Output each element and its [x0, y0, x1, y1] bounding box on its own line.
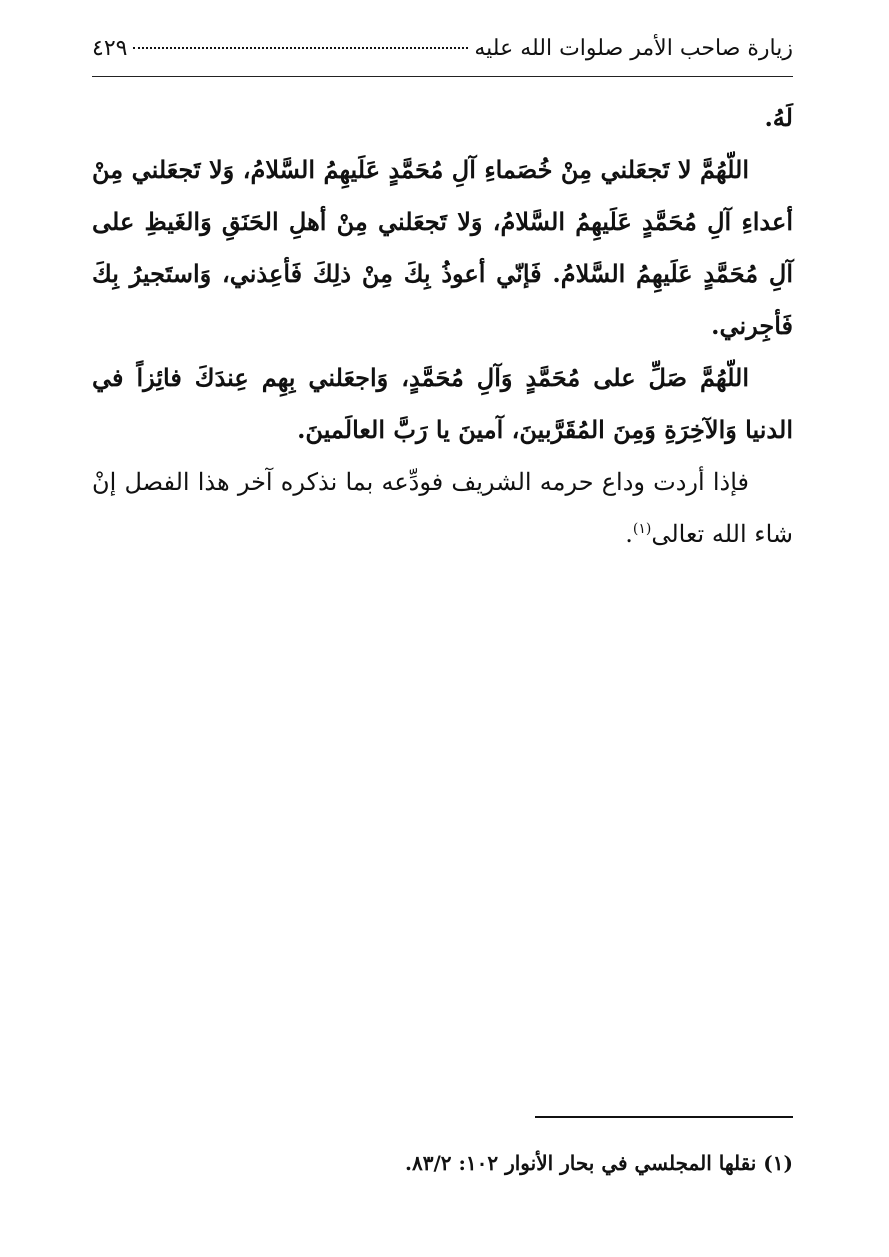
header-title: زيارة صاحب الأمر صلوات الله عليه [474, 36, 793, 61]
prayer-paragraph-2: اللّهُمَّ صَلِّ على مُحَمَّدٍ وَآلِ مُحَمَّدٍ، وَاجعَلني بِهِم عِندَكَ فائِزاً في الدنيا وَالآخِرَةِ وَمِنَ المُقَرَّبينَ، آمينَ يا رَبَّ العالَمينَ. [92, 363, 793, 444]
footnote-divider [535, 1116, 793, 1118]
instruction-text: فإذا أردت وداع حرمه الشريف فودِّعه بما نذكره آخر هذا الفصل إنْ شاء الله تعالى [92, 468, 793, 548]
prayer-paragraph-1: اللّهُمَّ لا تَجعَلني مِنْ خُصَماءِ آلِ مُحَمَّدٍ عَلَيهِمُ السَّلامُ، وَلا تَجعَلني مِنْ أعداءِ آلِ مُحَمَّدٍ عَلَيهِمُ السَّلامُ، وَلا تَجعَلني مِنْ أهلِ الحَنَقِ وَالغَيظِ على آلِ مُحَمَّدٍ عَلَيهِمُ السَّلامُ. فَإنّي أعوذُ بِكَ مِنْ ذلِكَ فَأعِذني، وَاستَجيرُ بِكَ فَأجِرني. [92, 155, 793, 340]
instruction-paragraph [92, 456, 793, 560]
running-header [92, 36, 793, 76]
page-number: ٤٢٩ [92, 36, 128, 61]
header-leader-dots [133, 47, 468, 49]
continuation-text: لَهُ. [764, 103, 793, 132]
body-text [92, 92, 793, 560]
instruction-end: . [625, 520, 633, 548]
footnote-reference: (١) [632, 521, 652, 537]
header-rule [92, 76, 793, 77]
footnote: (١) نقلها المجلسي في بحار الأنوار ١٠٢: ٨٣/٢. [405, 1151, 793, 1175]
